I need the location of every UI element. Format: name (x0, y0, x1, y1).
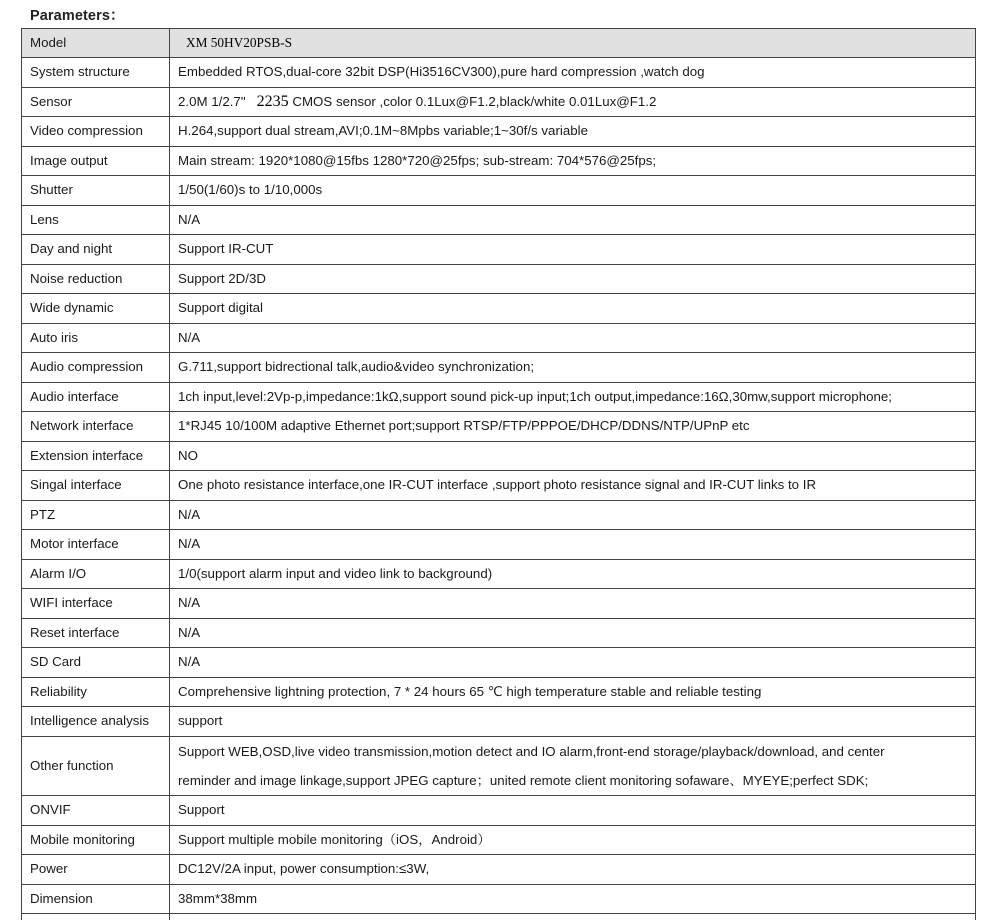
table-row (22, 441, 976, 471)
row-label: Audio interface (22, 382, 170, 412)
row-label: Dimension (22, 884, 170, 914)
row-value: N/A (170, 618, 976, 648)
table-row (22, 58, 976, 88)
row-label-partial (22, 914, 170, 920)
row-value: DC12V/2A input, power consumption:≤3W, (170, 855, 976, 885)
row-label: Shutter (22, 176, 170, 206)
row-label: Extension interface (22, 441, 170, 471)
sensor-model-number: 2235 (257, 93, 289, 110)
row-label: Network interface (22, 412, 170, 442)
row-value: H.264,support dual stream,AVI;0.1M~8Mpbs variable;1~30f/s variable (170, 117, 976, 147)
parameters-table (21, 28, 976, 920)
row-value: G.711,support bidrectional talk,audio&video synchronization; (170, 353, 976, 383)
sensor-value-prefix: 2.0M 1/2.7" (178, 94, 246, 109)
row-value: Support multiple mobile monitoring（iOS，Android） (170, 825, 976, 855)
row-label: Day and night (22, 235, 170, 265)
table-row-sensor (22, 87, 976, 117)
row-value: support (170, 707, 976, 737)
row-value: N/A (170, 648, 976, 678)
row-label: Wide dynamic (22, 294, 170, 324)
row-value: 38mm*38mm (170, 884, 976, 914)
other-function-line-1: Support WEB,OSD,live video transmission,motion detect and IO alarm,front-end storage/playback/download, and center (178, 744, 885, 759)
table-row (22, 412, 976, 442)
table-row (22, 117, 976, 147)
row-value: Comprehensive lightning protection, 7 * 24 hours 65 ℃ high temperature stable and reliable testing (170, 677, 976, 707)
table-row (22, 884, 976, 914)
row-label: SD Card (22, 648, 170, 678)
row-label: Reliability (22, 677, 170, 707)
row-label: WIFI interface (22, 589, 170, 619)
other-function-value (170, 736, 976, 796)
row-label: Noise reduction (22, 264, 170, 294)
table-row (22, 825, 976, 855)
row-label: Power (22, 855, 170, 885)
row-value: Embedded RTOS,dual-core 32bit DSP(Hi3516CV300),pure hard compression ,watch dog (170, 58, 976, 88)
table-row (22, 294, 976, 324)
row-value: N/A (170, 500, 976, 530)
table-row (22, 471, 976, 501)
table-row (22, 323, 976, 353)
table-row (22, 205, 976, 235)
row-value: N/A (170, 205, 976, 235)
row-label: Reset interface (22, 618, 170, 648)
table-row (22, 353, 976, 383)
table-row (22, 530, 976, 560)
row-label: Singal interface (22, 471, 170, 501)
row-label: Intelligence analysis (22, 707, 170, 737)
model-value: XM 50HV20PSB-S (170, 29, 976, 58)
row-label: Video compression (22, 117, 170, 147)
row-value: Support digital (170, 294, 976, 324)
table-row-other-function (22, 736, 976, 796)
table-row (22, 677, 976, 707)
row-label: PTZ (22, 500, 170, 530)
row-value: Main stream: 1920*1080@15fbs 1280*720@25fps; sub-stream: 704*576@25fps; (170, 146, 976, 176)
sensor-value (170, 87, 976, 117)
row-value: 1/0(support alarm input and video link to background) (170, 559, 976, 589)
table-row-model (22, 29, 976, 58)
row-value: Support (170, 796, 976, 826)
row-label: Motor interface (22, 530, 170, 560)
row-label: Auto iris (22, 323, 170, 353)
row-value: 1*RJ45 10/100M adaptive Ethernet port;support RTSP/FTP/PPPOE/DHCP/DDNS/NTP/UPnP etc (170, 412, 976, 442)
table-row-partial (22, 914, 976, 920)
table-row (22, 707, 976, 737)
table-row (22, 146, 976, 176)
row-value-partial (170, 914, 976, 920)
row-label: Lens (22, 205, 170, 235)
table-row (22, 648, 976, 678)
row-label: Alarm I/O (22, 559, 170, 589)
table-row (22, 559, 976, 589)
row-label: System structure (22, 58, 170, 88)
row-value: N/A (170, 530, 976, 560)
table-row (22, 500, 976, 530)
row-label: ONVIF (22, 796, 170, 826)
table-row (22, 235, 976, 265)
row-label: Sensor (22, 87, 170, 117)
row-label: Mobile monitoring (22, 825, 170, 855)
table-row (22, 382, 976, 412)
table-row (22, 618, 976, 648)
table-row (22, 855, 976, 885)
sensor-value-suffix: CMOS sensor ,color 0.1Lux@F1.2,black/white 0.01Lux@F1.2 (292, 94, 656, 109)
row-label: Other function (22, 736, 170, 796)
other-function-line-2: reminder and image linkage,support JPEG capture；united remote client monitoring sofaware、MYEYE;perfect SDK; (178, 773, 868, 788)
table-row (22, 176, 976, 206)
table-row (22, 796, 976, 826)
row-value: 1ch input,level:2Vp-p,impedance:1kΩ,support sound pick-up input;1ch output,impedance:16Ω,30mw,support microphone; (170, 382, 976, 412)
row-value: One photo resistance interface,one IR-CUT interface ,support photo resistance signal and IR-CUT links to IR (170, 471, 976, 501)
row-value: Support 2D/3D (170, 264, 976, 294)
model-label: Model (22, 29, 170, 58)
row-value: NO (170, 441, 976, 471)
row-value: 1/50(1/60)s to 1/10,000s (170, 176, 976, 206)
row-value: N/A (170, 323, 976, 353)
table-row (22, 589, 976, 619)
row-value: N/A (170, 589, 976, 619)
table-row (22, 264, 976, 294)
page-heading: Parameters： (30, 4, 125, 25)
row-label: Audio compression (22, 353, 170, 383)
row-label: Image output (22, 146, 170, 176)
row-value: Support IR-CUT (170, 235, 976, 265)
